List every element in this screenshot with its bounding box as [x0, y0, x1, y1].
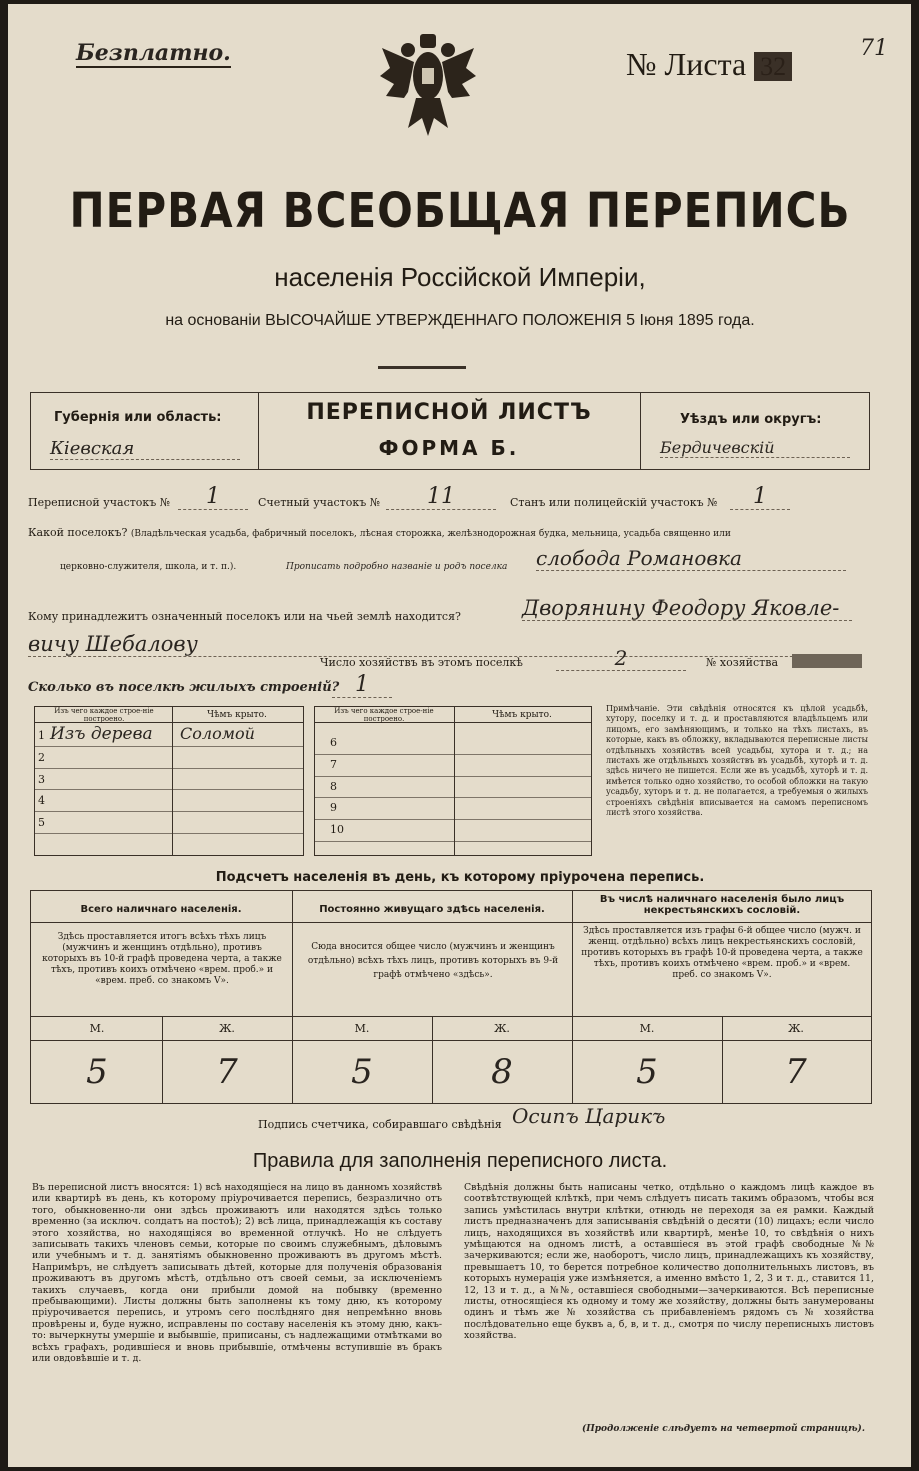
count-col3-f-head: Ж. — [788, 1022, 804, 1035]
buildings-col1-head-right: Изъ чего каждое строе-ніе построено. — [334, 707, 434, 723]
counting-district-label: Счетный участокъ № — [258, 496, 381, 509]
row-divider — [314, 797, 592, 798]
buildings-table-right — [314, 706, 592, 856]
signature-value: Осипъ Царикъ — [512, 1104, 666, 1128]
row-divider — [34, 746, 304, 747]
buildings-col1-head: Изъ чего каждое строе-ніе построено. — [54, 707, 154, 723]
uezd-value: Бердичевскій — [660, 438, 850, 458]
settlement-instruction: Прописать подробно названіе и родъ поселка — [286, 562, 508, 572]
building-row-number: 10 — [330, 823, 344, 837]
count-col3-m-head: М. — [639, 1022, 655, 1035]
count-col1-f-head: Ж. — [219, 1022, 235, 1035]
households-label: Число хозяйствъ въ этомъ поселкѣ — [320, 656, 523, 669]
row-divider — [34, 833, 304, 834]
count-value-nonpeasant-f: 7 — [785, 1052, 807, 1092]
sheet-number-value: 32 — [754, 52, 792, 81]
owner-question: Кому принадлежитъ означенный поселокъ или на чьей землѣ находится? — [28, 610, 461, 623]
sheet-number-label: № Листа — [626, 46, 747, 82]
count-col1-head: Всего наличнаго населенія. — [80, 904, 242, 915]
count-col1-m-head: М. — [89, 1022, 105, 1035]
count-value-resident-m: 5 — [351, 1052, 373, 1092]
rules-continued: (Продолженіе слѣдуетъ на четвертой страницѣ). — [582, 1424, 865, 1434]
count-value-all-f: 7 — [216, 1052, 238, 1092]
row-divider — [34, 811, 304, 812]
stan-label: Станъ или полицейскій участокъ № — [510, 496, 718, 509]
count-col2-m-head: М. — [354, 1022, 370, 1035]
guberniya-value: Кіевская — [50, 438, 240, 460]
building-row-number: 3 — [38, 772, 45, 786]
building-row-number: 6 — [330, 736, 337, 749]
settlement-question: Какой поселокъ? (Владѣльческая усадьба, фабричный поселокъ, лѣсная сторожка, желѣзнодорожная будка, мельница, усадьба священно или — [28, 526, 731, 539]
count-col1-text: Здѣсь проставляется итогъ всѣхъ тѣхъ лицъ (мужчинъ и женщинъ отдѣльно), противъ которыхъ въ 10-й графѣ проведена черта, а также тѣхъ, противъ коихъ отмѣчено «врем. проб.» и «врем. преб. со знакомъ V». — [42, 932, 282, 986]
count-title: Подсчетъ населенія въ день, къ которому пріурочена перепись. — [215, 870, 705, 885]
buildings-note: Примѣчаніе. Эти свѣдѣнія относятся къ цѣлой усадьбѣ, хутору, поселку и т. д. и проставляются владѣльцемъ или лицомъ, его замѣняющимъ, и только на тѣхъ листахъ, въ которые, какъ въ обложку, вкладываются переписные листы отдѣльныхъ хозяйствъ всей усадьбы, хутора и т. д.; на листахъ же отдѣльныхъ хозяйствъ въ усадьбѣ, хуторѣ и т. д. здѣсь ничего не пишется. Если же въ усадьбѣ, хуторѣ и т. д. имѣется только одно хозяйство, то особой обложки на такую усадьбу, хуторъ и т. д. не полагается, а требуемыя о жилыхъ строеніяхъ свѣдѣнія вписывается на самомъ переписномъ листѣ этого хозяйства. — [606, 704, 868, 818]
count-value-resident-f: 8 — [491, 1052, 513, 1092]
corner-mark: 71 — [860, 36, 888, 61]
rules-right: Свѣдѣнія должны быть написаны четко, отдѣльно о каждомъ лицѣ каждое въ соотвѣтствующей клѣткѣ, при чемъ слѣдуетъ писать такимъ образомъ, чтобы вся запись умѣстилась внутри клѣтки, отнюдь не переходя за ея рамки. Каждый листъ предназначенъ для записыванія свѣдѣній о десяти (10) лицахъ; если число лицъ, находящихся въ хозяйствѣ или квартирѣ, менѣе 10, то свѣдѣнія о нихъ умѣщаются на одномъ листѣ, а оставшіеся въ этой графѣ свободные №№ зачеркиваются; если же, наоборотъ, число лицъ, принадлежащихъ къ хозяйству, превышаетъ 10, то берется потребное количество дополнительныхъ листовъ, въ которыхъ нумерація уже измѣняется, а именно вмѣсто 1, 2, 3 и т. д., ставится 11, 12, 13 и т. д., а №№, оставшіеся свободными—зачеркиваются. Всѣ переписные листы, относящіеся къ одному и тому же хозяйству, должны быть занумерованы одинъ и тѣмъ же № хозяйства съ прибавленіемъ рядомъ съ № хозяйства послѣдовательно еще буквъ а, б, в, и т. д., смотря по числу переписныхъ листовъ хозяйства. — [464, 1182, 874, 1342]
building-row-number: 4 — [38, 794, 45, 808]
owner-value-1: Дворянину Феодору Яковле- — [522, 596, 852, 621]
count-col3-text: Здѣсь проставляется изъ графы 6-й общее число (мужч. и женщ. отдѣльно) всѣхъ лицъ некрестьянскихъ сословій, противъ которыхъ въ графѣ 10-й проведена черта, а также тѣхъ, противъ коихъ отмѣчено «врем. проб.» и «врем. преб. со знакомъ V». — [581, 926, 863, 980]
row-divider — [34, 768, 304, 769]
buildings-value: 1 — [332, 672, 392, 698]
counting-district-value: 11 — [386, 484, 496, 510]
row-divider — [314, 776, 592, 777]
sheet-number — [626, 46, 792, 83]
building-roof: Соломой — [180, 724, 255, 743]
uezd-label: Уѣздъ или округъ: — [680, 412, 822, 427]
row-divider — [34, 789, 304, 790]
owner-value-2: вичу Шебалову — [28, 632, 848, 657]
form-name: ФОРМА Б. — [378, 436, 520, 460]
household-number-redacted — [792, 654, 862, 668]
settlement-value: слобода Романовка — [536, 546, 846, 571]
building-row-number: 5 — [38, 816, 45, 830]
row-divider — [314, 841, 592, 842]
building-row-number: 7 — [330, 757, 337, 771]
count-col3-head: Въ числѣ наличнаго населенія было лицъ некрестьянскихъ сословій. — [599, 894, 845, 916]
households-value: 2 — [556, 646, 686, 671]
free-label: Безплатно. — [76, 40, 231, 66]
signature-label: Подпись счетчика, собиравшаго свѣдѣнія — [258, 1118, 502, 1131]
row-divider — [314, 819, 592, 820]
title-divider — [378, 366, 466, 369]
count-col2-text: Сюда вносится общее число (мужчинъ и женщинъ отдѣльно) всѣхъ тѣхъ лицъ, противъ которыхъ въ 9-й графѣ отмѣчено «здѣсь». — [307, 942, 559, 980]
main-title: ПЕРВАЯ ВСЕОБЩАЯ ПЕРЕПИСЬ — [69, 182, 851, 239]
rules-left: Въ переписной листъ вносятся: 1) всѣ находящіеся на лицо въ данномъ хозяйствѣ или квартирѣ въ день, къ которому пріурочивается перепись, безразлично отъ того, обыкновенно-ли они здѣсь проживаютъ или находятся здѣсь только временно (за исключ. солдатъ на постоѣ); 2) всѣ лица, принадлежащія къ составу этого хозяйства, но находящіяся во временной отлучкѣ. Но не слѣдуетъ записывать такихъ членовъ семьи, которые по своимъ служебнымъ, дѣловымъ или учебнымъ и т. д. занятіямъ обыкновенно проживаютъ въ другомъ мѣстѣ. Напримѣръ, не слѣдуетъ записывать дѣтей, которые для полученія образованія проживаютъ въ другомъ мѣстѣ, отдѣльно отъ своей семьи, за исключеніемъ такихъ случаевъ, когда они прибыли домой на побывку (временно пребывающими). Листы должны быть заполнены къ тому дню, къ которому пріурочивается перепись, и утромъ сего послѣдняго дня непремѣнно вновь провѣрены и, буде нужно, исправлены по составу населенія къ этому дню, какъ-то: вычеркнуты умершіе и выбывшіе, приписаны, съ надлежащими отмѣтками во всѣхъ графахъ, родившіеся и вновь прибывшіе, отмѣчены вступившіе въ бракъ или овдовѣвшіе и т. д. — [32, 1182, 442, 1365]
buildings-col2-head-right: Чѣмъ крыто. — [492, 710, 552, 720]
buildings-question: Сколько въ поселкѣ жилыхъ строеній? — [28, 680, 340, 695]
double-headed-eagle-emblem — [378, 32, 478, 144]
building-row-number: 8 — [330, 779, 337, 793]
stan-value: 1 — [730, 484, 790, 510]
building-row-number: 2 — [38, 750, 45, 764]
count-col2-f-head: Ж. — [494, 1022, 510, 1035]
buildings-col2-head: Чѣмъ крыто. — [207, 710, 267, 720]
legal-basis: на основаніи ВЫСОЧАЙШЕ УТВЕРЖДЕННАГО ПОЛОЖЕНІЯ 5 Іюня 1895 года. — [165, 312, 755, 329]
rules-title: Правила для заполненія переписного листа. — [252, 1150, 668, 1172]
settlement-hint2: церковно-служителя, школа, и т. п.). — [60, 562, 237, 572]
count-value-nonpeasant-m: 5 — [636, 1052, 658, 1092]
building-row-number: 9 — [330, 801, 337, 815]
form-title: ПЕРЕПИСНОЙ ЛИСТЪ — [306, 400, 592, 425]
census-district-value: 1 — [178, 484, 248, 510]
census-district-label: Переписной участокъ № — [28, 496, 171, 509]
building-row-number: 1 — [38, 729, 45, 742]
row-divider — [314, 754, 592, 755]
subtitle: населенія Россійской Имперіи, — [274, 262, 646, 292]
household-number-label: № хозяйства — [706, 656, 778, 669]
count-col2-head: Постоянно живущаго здѣсь населенія. — [319, 904, 545, 915]
building-material: Изъ дерева — [50, 724, 153, 744]
guberniya-label: Губернія или область: — [54, 410, 222, 425]
count-value-all-m: 5 — [86, 1052, 108, 1092]
